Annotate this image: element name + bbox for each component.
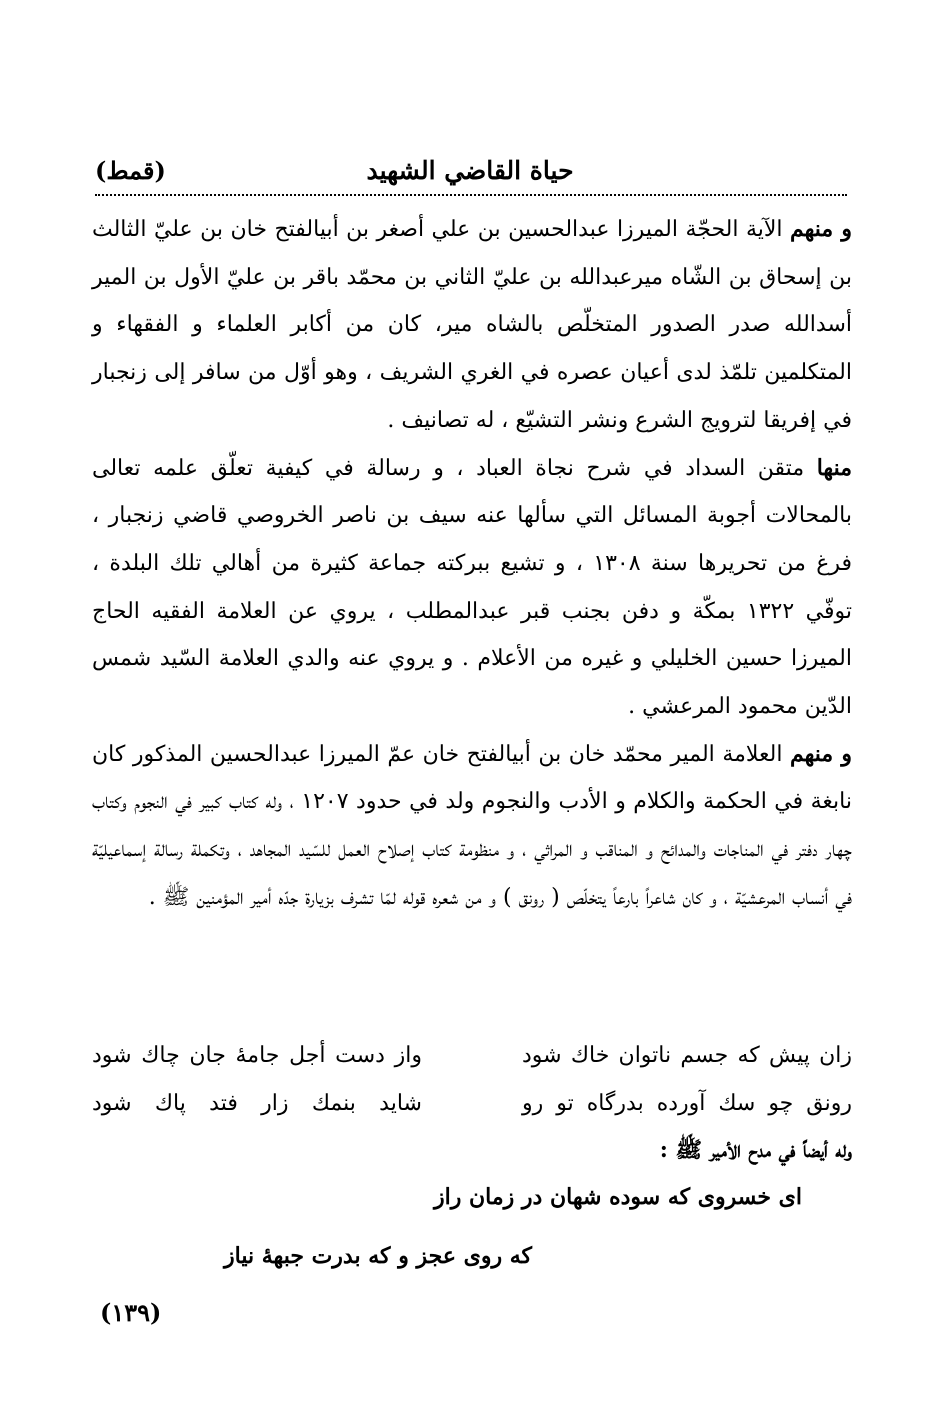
paragraph-text: متقن السداد في شرح نجاة العباد ، و رسالة في كيفية تعلّق علمه تعالى بالمحالات أجوبة المسائل التي سألها عنه سيف بن ناصر الخروصي قاضي زنجبار ، فرغ من تحريرها سنة ١٣٠٨ ، و تشيع ببركته جماعة كثيرة من أهالي تلك البلدة ، توفّي ١٣٢٢ بمكّة و دفن بجنب قبر عبدالمطلب ، يروي عن العلامة الفقيه الحاج الميرزا حسين الخليلي و غيره من الأعلام . و يروي عنه والدي العلامة السّيد شمس الدّين محمود المرعشي .: [92, 455, 853, 720]
page-number: (١٣٩): [100, 1298, 162, 1327]
paragraph: [92, 731, 852, 922]
hemistich-right: زان پيش كه جسم ناتوان خاك شود: [522, 1043, 852, 1068]
poem-verse-line: كه روى عجز و كه بدرت جبههٔ نياز: [224, 1243, 532, 1269]
main-text: [92, 206, 852, 922]
paragraph-lead: منها: [816, 454, 852, 481]
hemistich-left: شايد بنمك زار فتد پاك شود: [92, 1091, 422, 1116]
hemistich-right: رونق چو سك آورده بدرگاه تو رو: [522, 1091, 852, 1116]
poem-couplet: [92, 1080, 852, 1128]
paragraph-lead: و منهم: [789, 740, 852, 767]
poem-verse-line: اى خسروى كه سوده شهان در زمان راز: [433, 1184, 802, 1210]
paragraph-text: الآية الحجّة الميرزا عبدالحسين بن علي أصغر بن أبيالفتح خان بن عليّ الثالث بن إسحاق بن الشّاه ميرعبدالله بن عليّ الثاني بن محمّد باقر بن عليّ الأول بن المير أسدالله صدر الصدور المتخلّص بالشاه مير، كان من أكابر العلماء و الفقهاء و المتكلمين تلمّذ لدى أعيان عصره في الغري الشريف ، وهو أوّل من سافر إلى زنجبار في إفريقا لترويج الشرع ونشر التشيّع ، له تصانيف .: [92, 217, 852, 433]
poem-intro: وله أيضاً في مدح الأمير ﷺ :: [659, 1137, 852, 1163]
paragraph-lead: و منهم: [790, 216, 852, 242]
hemistich-left: واز دست أجل جامهٔ جان چاك شود: [92, 1043, 422, 1068]
paragraph: [92, 206, 852, 445]
page-header: [95, 150, 845, 190]
poem-couplet: [92, 1032, 852, 1080]
paragraph-text: العلامة المير محمّد خان بن أبيالفتح خان عمّ الميرزا عبدالحسين المذكور كان نابغة في الحكمة والكلام و الأدب والنجوم ولد في حدود ١٢٠٧ ، وله كتاب كبير في النجوم وكتاب چهار دفتر في المناجات والمدائح و المناقب و المراثي ، و منظومة كتاب إصلاح العمل للسّيد المجاهد ، وتكملة رسالة إسماعيليّة في أنساب المرعشيّة ، و كان شاعراً بارعاً يتخلّص ( رونق ) و من شعره قوله لمّا تشرف بزيارة جدّه أمير المؤمنين ﷺ .: [92, 741, 852, 910]
running-title: حياة القاضي الشهيد: [366, 155, 574, 185]
header-dotted-rule: [95, 194, 847, 196]
paragraph: [92, 445, 852, 731]
running-section-tag: (قمط): [95, 155, 166, 185]
poem-quatrain: [92, 1032, 852, 1128]
